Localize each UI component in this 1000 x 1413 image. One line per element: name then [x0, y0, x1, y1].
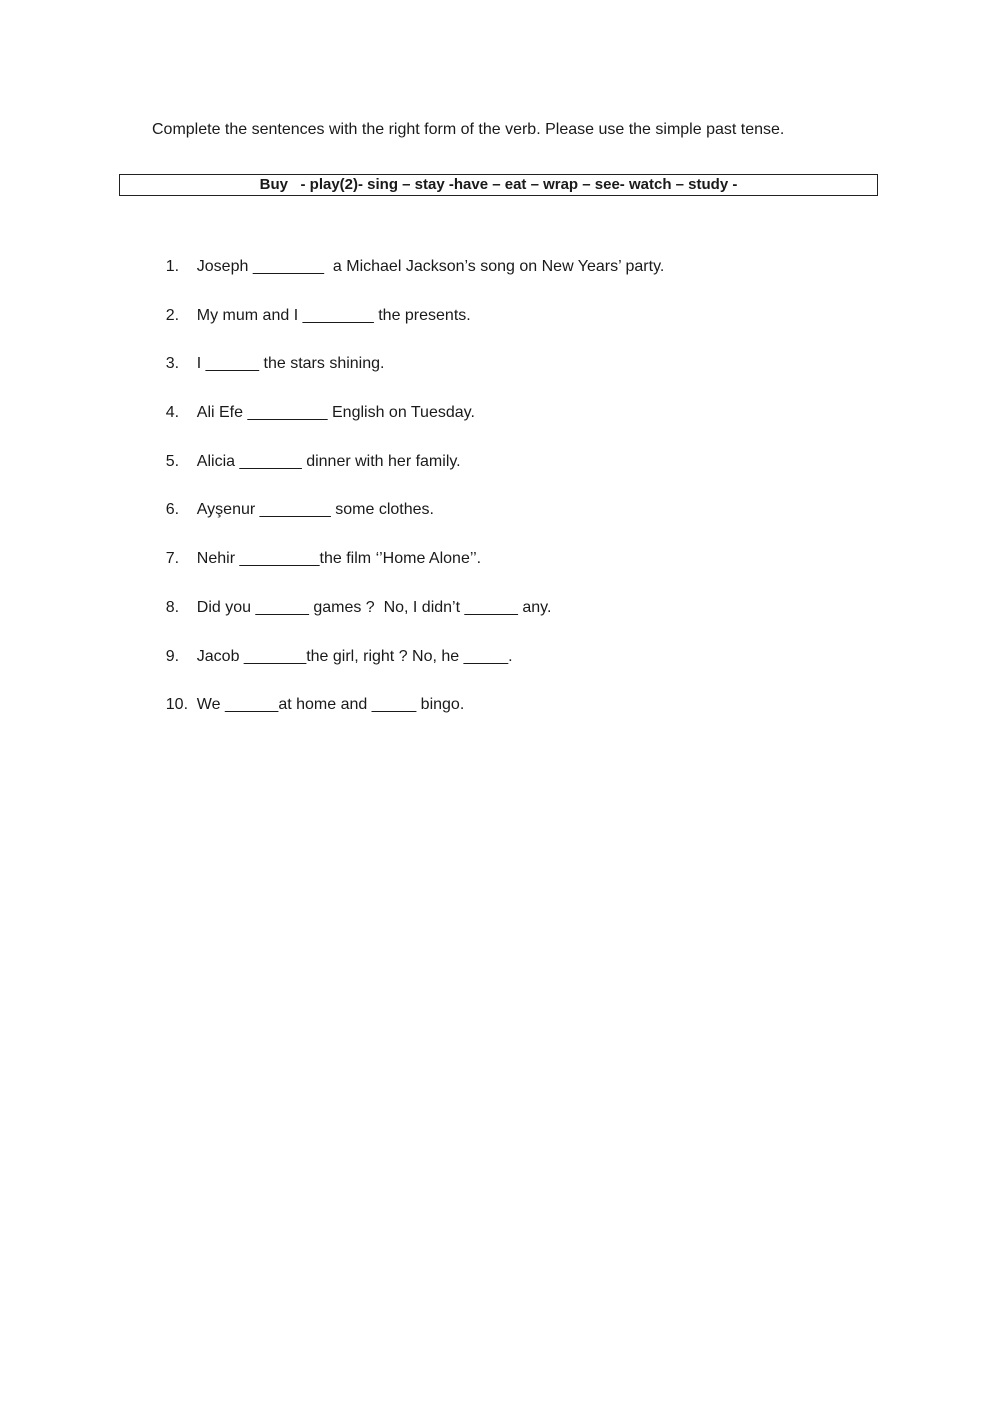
instruction-text: Complete the sentences with the right form of the verb. Please use the simple past tense. — [152, 121, 785, 138]
question-number: 9. — [165, 647, 180, 665]
question-item — [148, 578, 664, 627]
question-number: 10. — [165, 696, 189, 714]
question-text: Joseph ________ a Michael Jackson’s song on New Years’ party. — [196, 258, 665, 275]
question-number: 6. — [165, 501, 180, 519]
question-text: We ______at home and _____ bingo. — [196, 696, 465, 714]
question-text: I ______ the stars shining. — [196, 355, 385, 373]
question-list — [148, 237, 664, 724]
question-number: 5. — [165, 452, 180, 470]
question-text: Nehir _________the film ‘’Home Alone’’. — [196, 550, 482, 568]
question-item — [148, 286, 664, 335]
question-number: 2. — [165, 306, 180, 324]
question-text: Ali Efe _________ English on Tuesday. — [196, 404, 475, 422]
question-item — [148, 383, 664, 432]
question-text: My mum and I ________ the presents. — [196, 306, 471, 324]
question-text: Did you ______ games ? No, I didn’t ______ any. — [196, 598, 552, 616]
question-number: 1. — [165, 258, 180, 275]
question-item — [148, 675, 664, 724]
question-number: 7. — [165, 550, 180, 568]
question-text: Alicia _______ dinner with her family. — [196, 452, 461, 470]
question-item — [148, 480, 664, 529]
question-number: 4. — [165, 404, 180, 422]
question-number: 8. — [165, 598, 180, 616]
question-text: Ayşenur ________ some clothes. — [196, 501, 434, 519]
question-item — [148, 334, 664, 383]
question-item — [148, 432, 664, 481]
question-text: Jacob _______the girl, right ? No, he _____. — [196, 647, 513, 665]
question-number: 3. — [165, 355, 180, 373]
question-item — [148, 529, 664, 578]
word-bank-box: Buy - play(2)- sing – stay -have – eat – wrap – see- watch – study - — [119, 174, 878, 196]
question-item — [148, 627, 664, 676]
question-item — [148, 237, 664, 286]
